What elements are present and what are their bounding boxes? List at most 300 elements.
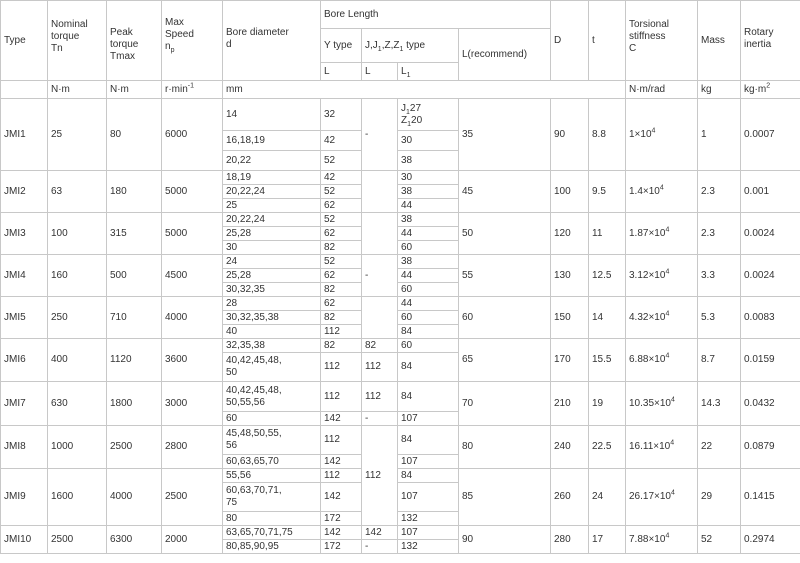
cell-rotary: 0.0879 [741,426,800,469]
header-torsional-line3: C [629,43,637,54]
cell-rotary: 0.0024 [741,213,800,255]
cell-bore: 30 [223,241,321,255]
cell-y-length: 42 [321,171,362,185]
cell-l1: 84 [398,353,459,382]
cell-bore [223,382,321,412]
header-speed-line1: Max [165,17,184,28]
header-max-speed [162,1,223,81]
cell-l1: 30 [398,131,459,151]
cell-rotary: 0.0432 [741,382,800,426]
header-j-sub2: 1 [399,45,404,53]
cell-bore [223,426,321,455]
cell-d: 130 [551,255,589,297]
header-l1-symbol: L [401,65,407,77]
header-nominal-line2: torque [51,31,80,42]
unit-cell [48,81,107,99]
cell-bore: 20,22,24 [223,185,321,199]
cell-bore: 16,18,19 [223,131,321,151]
cell-speed: 3600 [162,339,223,382]
cell-d: 280 [551,526,589,554]
cell-l-recommend: 50 [459,213,551,255]
cell-bore: 80,85,90,95 [223,540,321,554]
cell-l1: 60 [398,339,459,353]
cell-y-length: 62 [321,227,362,241]
cell-torsional [626,213,698,255]
header-j-part3: type [403,39,426,51]
table-row [1,339,800,353]
l1-z-sub: 1 [407,120,412,128]
cell-j-length: - [362,255,398,297]
cell-y-length: 112 [321,426,362,455]
table-row [1,99,800,131]
cell-j-length: 112 [362,382,398,412]
cell-rotary: 0.0024 [741,255,800,297]
unit-speed: r·min [165,83,188,95]
cell-y-length: 142 [321,412,362,426]
cell-l1: 107 [398,412,459,426]
header-peak-line2: Tmax [110,51,135,62]
cell-bore [223,483,321,512]
cell-mass: 2.3 [698,171,741,213]
l1-z-value: 20 [411,114,423,126]
cell-type: JMI2 [1,171,48,213]
cell-tmax: 1120 [107,339,162,382]
torsional-exp: 4 [665,310,670,318]
unit-cell [698,81,741,99]
l1-j-prefix: J [401,102,406,114]
header-bore-length-label: Bore Length [324,8,379,20]
cell-torsional [626,426,698,469]
cell-t: 8.8 [589,99,626,171]
cell-torsional [626,382,698,426]
cell-bore: 14 [223,99,321,131]
cell-type: JMI5 [1,297,48,339]
torsional-base: 6.88×10 [629,354,666,365]
cell-j-length: 112 [362,353,398,382]
header-speed-line3 [165,41,219,53]
cell-l-recommend: 45 [459,171,551,213]
cell-l-recommend: 60 [459,297,551,339]
cell-l1: 44 [398,297,459,311]
header-nominal-torque [48,1,107,81]
cell-l1-z [401,115,455,127]
torsional-base: 7.88×10 [629,533,666,545]
torsional-base: 1.87×10 [629,227,666,239]
cell-l1: 132 [398,540,459,554]
cell-y-length: 52 [321,255,362,269]
cell-tn: 25 [48,99,107,171]
cell-type: JMI4 [1,255,48,297]
cell-l-recommend: 90 [459,526,551,554]
cell-y-length: 82 [321,339,362,353]
header-speed-line2: Speed [165,29,194,40]
cell-y-length: 112 [321,382,362,412]
cell-j-length: - [362,540,398,554]
cell-t: 14 [589,297,626,339]
cell-y-length: 32 [321,99,362,131]
table-row [1,213,800,227]
cell-l1: 44 [398,269,459,283]
cell-y-length: 172 [321,540,362,554]
l1-z-prefix: Z [401,114,408,126]
cell-mass: 14.3 [698,382,741,426]
cell-l1: 107 [398,483,459,512]
cell-rotary: 0.2974 [741,526,800,554]
header-mass-label: Mass [701,34,725,46]
header-l-j-label: L [365,65,371,77]
cell-bore: 28 [223,297,321,311]
unit-bore: mm [226,83,243,95]
torsional-exp: 4 [659,184,664,192]
cell-j-length [362,297,398,339]
l1-j-value: 27 [409,102,422,114]
cell-l1: 60 [398,311,459,325]
cell-j-length [362,213,398,255]
cell-rotary: 0.001 [741,171,800,213]
cell-t: 9.5 [589,171,626,213]
header-j-part2: ,Z,Z [381,39,400,51]
cell-l1: 132 [398,512,459,526]
cell-y-length: 142 [321,526,362,540]
unit-cell [741,81,800,99]
header-l-recommend [459,29,551,81]
cell-type: JMI6 [1,339,48,382]
header-nominal-line1: Nominal [51,19,88,30]
torsional-exp: 4 [671,489,675,497]
cell-y-length: 52 [321,185,362,199]
cell-tn: 100 [48,213,107,255]
unit-speed-exp: -1 [187,82,195,90]
cell-tn: 1000 [48,426,107,469]
cell-l1: 38 [398,213,459,227]
cell-torsional [626,255,698,297]
cell-d: 170 [551,339,589,382]
cell-bore: 20,22,24 [223,213,321,227]
cell-j-length: 112 [362,426,398,526]
header-rotary [741,1,800,81]
header-type-label: Type [4,34,26,46]
header-bore-line2: d [226,39,232,50]
cell-tmax: 180 [107,171,162,213]
header-t-label: t [592,34,595,46]
unit-cell [223,81,626,99]
table-row [1,526,800,540]
cell-d: 260 [551,469,589,526]
cell-speed: 5000 [162,171,223,213]
cell-l1: 84 [398,426,459,455]
table-row [1,469,800,483]
cell-y-length: 112 [321,325,362,339]
header-torsional-line1: Torsional [629,19,670,30]
header-j-sub1: 1 [377,45,382,53]
cell-j-length [362,171,398,213]
cell-bore: 80 [223,512,321,526]
header-rotary-line1: Rotary [744,27,774,38]
cell-y-length: 42 [321,131,362,151]
cell-l1: 84 [398,382,459,412]
torsional-exp: 4 [665,226,670,234]
cell-tmax: 500 [107,255,162,297]
header-l-y-label: L [324,65,330,77]
cell-l1: 38 [398,185,459,199]
cell-l1: 107 [398,526,459,540]
cell-bore: 25,28 [223,269,321,283]
cell-l1 [398,99,459,131]
cell-tmax: 4000 [107,469,162,526]
cell-type: JMI8 [1,426,48,469]
cell-l1: 30 [398,171,459,185]
cell-l-recommend: 80 [459,426,551,469]
cell-tmax: 710 [107,297,162,339]
cell-bore: 25,28 [223,227,321,241]
cell-l1: 44 [398,227,459,241]
cell-tn: 160 [48,255,107,297]
cell-d: 100 [551,171,589,213]
cell-l-recommend: 35 [459,99,551,171]
cell-speed: 3000 [162,382,223,426]
unit-rotary: kg·m [744,83,767,95]
cell-l-recommend: 85 [459,469,551,526]
cell-bore-line1: 40,42,45,48, [226,384,282,396]
cell-y-length: 142 [321,455,362,469]
cell-y-length: 62 [321,297,362,311]
cell-t: 17 [589,526,626,554]
cell-bore: 55,56 [223,469,321,483]
cell-tn: 2500 [48,526,107,554]
cell-bore: 40 [223,325,321,339]
cell-y-length: 112 [321,353,362,382]
torsional-base: 4.32×10 [629,311,666,323]
header-l-j [362,63,398,81]
unit-cell [626,81,698,99]
cell-t: 24 [589,469,626,526]
cell-l1: 107 [398,455,459,469]
header-t [589,1,626,81]
torsional-base: 16.11×10 [629,441,671,452]
torsional-base: 1.4×10 [629,185,660,197]
unit-cell [162,81,223,99]
cell-bore: 25 [223,199,321,213]
cell-torsional [626,297,698,339]
header-rotary-line2: inertia [744,39,772,50]
cell-mass: 5.3 [698,297,741,339]
cell-l-recommend: 70 [459,382,551,426]
torsional-base: 1×10 [629,128,652,140]
cell-bore-line2: 56 [226,440,238,451]
cell-speed: 2500 [162,469,223,526]
cell-y-length: 82 [321,283,362,297]
cell-mass: 8.7 [698,339,741,382]
header-type [1,1,48,81]
cell-bore [223,353,321,382]
cell-speed: 4500 [162,255,223,297]
table-row [1,426,800,455]
cell-d: 150 [551,297,589,339]
cell-bore: 60 [223,412,321,426]
cell-torsional [626,99,698,171]
cell-j-length: 82 [362,339,398,353]
cell-j-length: 142 [362,526,398,540]
cell-l1: 44 [398,199,459,213]
header-bore-length [321,1,551,29]
header-l-recommend-label: L(recommend) [462,48,528,60]
cell-type: JMI9 [1,469,48,526]
unit-cell [1,81,48,99]
header-bore-diameter [223,1,321,81]
torsional-exp: 4 [665,268,670,276]
header-j-type [362,29,459,63]
cell-t: 15.5 [589,339,626,382]
cell-d: 210 [551,382,589,426]
unit-rotary-exp: 2 [766,82,771,90]
cell-rotary: 0.0007 [741,99,800,171]
torsional-exp: 4 [665,532,670,540]
cell-mass: 3.3 [698,255,741,297]
cell-speed: 5000 [162,213,223,255]
table-row [1,171,800,185]
header-nominal-line3: Tn [51,43,63,54]
cell-speed: 2000 [162,526,223,554]
cell-bore-line1: 60,63,70,71, [226,485,282,496]
cell-l1: 38 [398,255,459,269]
header-j-part1: J,J [365,39,378,51]
header-y-type-label: Y type [324,39,353,51]
cell-y-length: 82 [321,311,362,325]
cell-tn: 630 [48,382,107,426]
cell-tmax: 80 [107,99,162,171]
cell-t: 19 [589,382,626,426]
cell-y-length: 52 [321,151,362,171]
header-y-type [321,29,362,63]
cell-l-recommend: 65 [459,339,551,382]
header-d [551,1,589,81]
cell-tmax: 1800 [107,382,162,426]
cell-y-length: 82 [321,241,362,255]
cell-speed: 6000 [162,99,223,171]
cell-y-length: 172 [321,512,362,526]
cell-tmax: 2500 [107,426,162,469]
header-speed-symbol: n [165,41,171,52]
header-d-label: D [554,34,562,46]
cell-y-length: 142 [321,483,362,512]
cell-bore-line2: 75 [226,497,238,508]
cell-y-length: 62 [321,269,362,283]
cell-bore-line2: 50,55,56 [226,396,265,408]
header-l1-subscript: 1 [406,71,411,79]
cell-type: JMI3 [1,213,48,255]
header-torsional [626,1,698,81]
header-l1 [398,63,459,81]
cell-bore: 30,32,35,38 [223,311,321,325]
cell-speed: 2800 [162,426,223,469]
header-speed-subscript: p [170,47,175,54]
cell-d: 240 [551,426,589,469]
cell-bore-line1: 45,48,50,55, [226,428,282,439]
cell-rotary: 0.0159 [741,339,800,382]
cell-bore: 30,32,35 [223,283,321,297]
cell-j-length: - [362,99,398,171]
cell-t: 11 [589,213,626,255]
cell-rotary: 0.0083 [741,297,800,339]
cell-y-length: 52 [321,213,362,227]
cell-mass: 2.3 [698,213,741,255]
cell-mass: 1 [698,99,741,171]
cell-j-length: - [362,412,398,426]
table-row [1,255,800,269]
cell-tn: 1600 [48,469,107,526]
header-peak-line1: Peak torque [110,27,139,50]
cell-d: 90 [551,99,589,171]
header-row [1,1,800,29]
cell-torsional [626,171,698,213]
table-row [1,297,800,311]
cell-tmax: 315 [107,213,162,255]
torsional-exp: 4 [651,127,656,135]
unit-mass: kg [701,83,712,95]
cell-bore: 20,22 [223,151,321,171]
cell-torsional [626,526,698,554]
torsional-exp: 4 [665,352,670,360]
torsional-base: 3.12×10 [629,269,666,281]
cell-tn: 63 [48,171,107,213]
torsional-base: 26.17×10 [629,491,671,502]
cell-tn: 250 [48,297,107,339]
cell-l-recommend: 55 [459,255,551,297]
header-l-y [321,63,362,81]
cell-bore: 60,63,65,70 [223,455,321,469]
cell-speed: 4000 [162,297,223,339]
unit-torsional: N·m/rad [629,83,666,95]
table-row [1,382,800,412]
cell-d: 120 [551,213,589,255]
cell-mass: 29 [698,469,741,526]
cell-type: JMI10 [1,526,48,554]
units-row [1,81,800,99]
cell-l1: 84 [398,325,459,339]
torsional-exp: 4 [671,396,675,404]
cell-l1: 38 [398,151,459,171]
cell-bore: 32,35,38 [223,339,321,353]
cell-bore: 18,19 [223,171,321,185]
header-mass [698,1,741,81]
cell-l1: 84 [398,469,459,483]
cell-bore-line1: 40,42,45,48, [226,355,282,366]
header-peak-torque [107,1,162,81]
cell-bore: 24 [223,255,321,269]
cell-torsional [626,339,698,382]
cell-rotary: 0.1415 [741,469,800,526]
cell-y-length: 112 [321,469,362,483]
cell-type: JMI7 [1,382,48,426]
torsional-base: 10.35×10 [629,397,671,409]
l1-j-sub: 1 [406,108,410,116]
cell-t: 22.5 [589,426,626,469]
cell-mass: 22 [698,426,741,469]
header-torsional-line2: stiffness [629,31,666,42]
cell-y-length: 62 [321,199,362,213]
cell-tn: 400 [48,339,107,382]
cell-type: JMI1 [1,99,48,171]
header-bore-line1: Bore diameter [226,27,289,38]
cell-l1: 60 [398,241,459,255]
cell-bore: 63,65,70,71,75 [223,526,321,540]
cell-tmax: 6300 [107,526,162,554]
cell-bore-line2: 50 [226,367,238,378]
unit-peak: N·m [110,83,129,95]
unit-nominal: N·m [51,83,70,95]
cell-l1-j [401,103,455,115]
cell-torsional [626,469,698,526]
